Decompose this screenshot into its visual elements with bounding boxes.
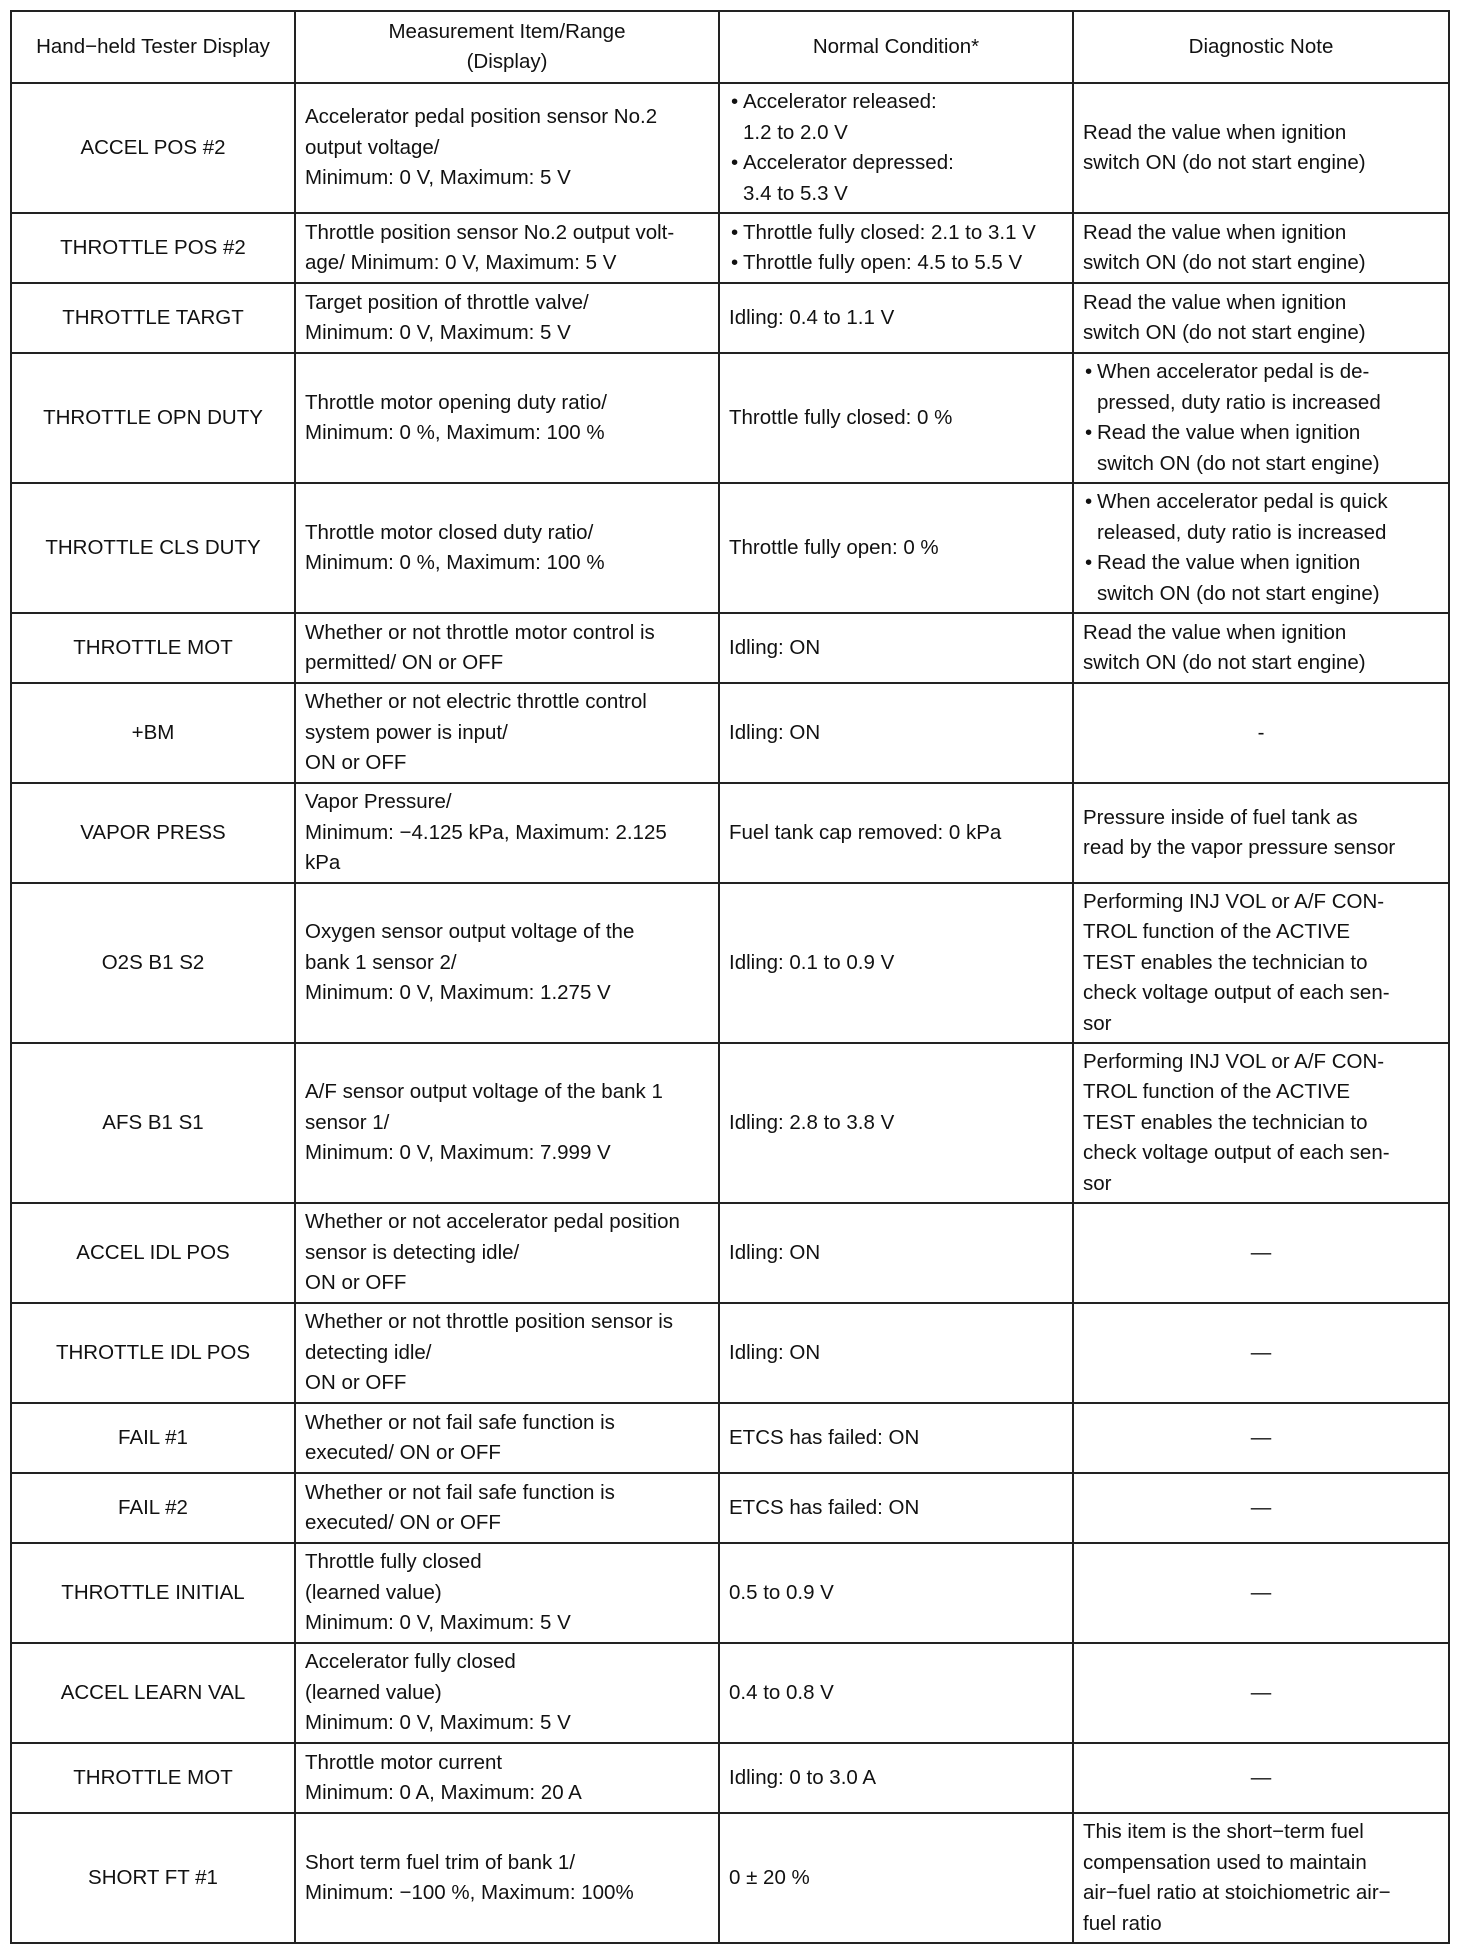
measurement-item-line: Minimum: 0 V, Maximum: 5 V	[305, 1611, 571, 1635]
table-header-row	[11, 11, 1449, 83]
measurement-item-line: (learned value)	[305, 1680, 442, 1704]
normal-condition-cell: Throttle fully open: 0 %	[719, 483, 1073, 613]
measurement-item-line: Throttle motor closed duty ratio/	[305, 520, 594, 544]
condition-bullet: • Throttle fully closed: 2.1 to 3.1 V	[729, 218, 1063, 249]
note-line: compensation used to maintain	[1083, 1850, 1367, 1874]
measurement-item-line: Minimum: 0 V, Maximum: 5 V	[305, 166, 571, 190]
measurement-item-line: Throttle motor current	[305, 1750, 503, 1774]
measurement-item-cell	[295, 1743, 719, 1813]
note-bullet: • Read the value when ignition switch ON (do not start engine)	[1083, 548, 1439, 609]
measurement-item-line: executed/ ON or OFF	[305, 1441, 501, 1464]
diagnostic-note-cell: —	[1073, 1743, 1449, 1813]
header-normal-condition: Normal Condition*	[719, 11, 1073, 83]
measurement-item-line: (learned value)	[305, 1580, 442, 1604]
note-line: Read the value when ignition	[1083, 120, 1347, 144]
tester-display-cell: ACCEL LEARN VAL	[11, 1643, 295, 1743]
measurement-item-line: Minimum: 0 V, Maximum: 7.999 V	[305, 1141, 611, 1165]
condition-bullet: • Accelerator released: 1.2 to 2.0 V	[729, 87, 1063, 148]
measurement-item-line: ON or OFF	[305, 751, 407, 775]
tester-display-cell: THROTTLE INITIAL	[11, 1543, 295, 1643]
diagnostic-note-cell	[1073, 883, 1449, 1043]
header-diagnostic-note: Diagnostic Note	[1073, 11, 1449, 83]
data-list-table	[10, 10, 1450, 1944]
normal-condition-cell	[719, 83, 1073, 213]
measurement-item-line: ON or OFF	[305, 1271, 407, 1295]
measurement-item-line: detecting idle/	[305, 1340, 432, 1364]
tester-display-cell: THROTTLE TARGT	[11, 283, 295, 353]
measurement-item-line: Minimum: 0 V, Maximum: 1.275 V	[305, 981, 611, 1005]
diagnostic-note-cell: —	[1073, 1473, 1449, 1543]
table-row	[11, 83, 1449, 213]
measurement-item-line: Whether or not fail safe function is	[305, 1410, 615, 1434]
measurement-item-cell	[295, 1643, 719, 1743]
diagnostic-note-cell: —	[1073, 1643, 1449, 1743]
note-line: switch ON (do not start engine)	[1083, 651, 1366, 674]
measurement-item-cell	[295, 483, 719, 613]
table-row	[11, 1643, 1449, 1743]
measurement-item-cell	[295, 1043, 719, 1203]
measurement-item-line: Whether or not electric throttle control	[305, 690, 647, 714]
normal-condition-cell: Idling: 0 to 3.0 A	[719, 1743, 1073, 1813]
measurement-item-cell	[295, 1473, 719, 1543]
note-bullet: • When accelerator pedal is de- pressed, duty ratio is increased	[1083, 357, 1439, 418]
note-line: check voltage output of each sen-	[1083, 1141, 1390, 1165]
note-line: switch ON (do not start engine)	[1083, 151, 1366, 174]
table-row	[11, 783, 1449, 883]
diagnostic-note-cell	[1073, 613, 1449, 683]
diagnostic-note-cell	[1073, 353, 1449, 483]
measurement-item-cell	[295, 783, 719, 883]
note-line: Read the value when ignition	[1083, 620, 1347, 644]
header-measurement-item: Measurement Item/Range (Display)	[295, 11, 719, 83]
tester-display-cell: ACCEL IDL POS	[11, 1203, 295, 1303]
table-row	[11, 1043, 1449, 1203]
tester-display-cell: O2S B1 S2	[11, 883, 295, 1043]
measurement-item-line: Whether or not accelerator pedal position	[305, 1210, 680, 1234]
measurement-item-line: Minimum: −4.125 kPa, Maximum: 2.125	[305, 820, 667, 844]
measurement-item-line: kPa	[305, 851, 341, 875]
measurement-item-line: Accelerator pedal position sensor No.2	[305, 105, 658, 129]
measurement-item-cell	[295, 83, 719, 213]
measurement-item-line: output voltage/	[305, 135, 440, 159]
measurement-item-cell	[295, 213, 719, 283]
measurement-item-line: Target position of throttle valve/	[305, 290, 589, 314]
table-row	[11, 1543, 1449, 1643]
measurement-item-line: Throttle motor opening duty ratio/	[305, 390, 607, 414]
diagnostic-note-cell: —	[1073, 1203, 1449, 1303]
tester-display-cell: FAIL #2	[11, 1473, 295, 1543]
table-row	[11, 1743, 1449, 1813]
measurement-item-cell	[295, 1203, 719, 1303]
diagnostic-note-cell	[1073, 83, 1449, 213]
note-line: switch ON (do not start engine)	[1083, 321, 1366, 344]
measurement-item-cell	[295, 1813, 719, 1943]
measurement-item-line: Minimum: 0 V, Maximum: 5 V	[305, 321, 571, 344]
tester-display-cell: THROTTLE MOT	[11, 1743, 295, 1813]
note-line: fuel ratio	[1083, 1911, 1162, 1935]
note-line: air−fuel ratio at stoichiometric air−	[1083, 1881, 1391, 1904]
tester-display-cell: THROTTLE CLS DUTY	[11, 483, 295, 613]
measurement-item-cell	[295, 353, 719, 483]
normal-condition-cell: Idling: ON	[719, 613, 1073, 683]
measurement-item-line: Whether or not fail safe function is	[305, 1480, 615, 1504]
condition-bullet: • Throttle fully open: 4.5 to 5.5 V	[729, 248, 1063, 279]
note-bullet: • When accelerator pedal is quick released, duty ratio is increased	[1083, 487, 1439, 548]
measurement-item-line: system power is input/	[305, 720, 508, 744]
tester-display-cell: THROTTLE POS #2	[11, 213, 295, 283]
diagnostic-note-cell: —	[1073, 1543, 1449, 1643]
tester-display-cell: SHORT FT #1	[11, 1813, 295, 1943]
measurement-item-line: Throttle position sensor No.2 output volt-	[305, 220, 675, 244]
tester-display-cell: VAPOR PRESS	[11, 783, 295, 883]
document-page	[10, 10, 1448, 1944]
measurement-item-line: Oxygen sensor output voltage of the	[305, 920, 635, 944]
measurement-item-cell	[295, 1403, 719, 1473]
measurement-item-cell	[295, 683, 719, 783]
note-bullet: • Read the value when ignition switch ON (do not start engine)	[1083, 418, 1439, 479]
measurement-item-line: Throttle fully closed	[305, 1550, 482, 1574]
note-line: sor	[1083, 1011, 1112, 1035]
normal-condition-cell: ETCS has failed: ON	[719, 1473, 1073, 1543]
note-line: read by the vapor pressure sensor	[1083, 836, 1396, 859]
tester-display-cell: THROTTLE OPN DUTY	[11, 353, 295, 483]
normal-condition-cell: 0 ± 20 %	[719, 1813, 1073, 1943]
measurement-item-line: A/F sensor output voltage of the bank 1	[305, 1080, 663, 1104]
normal-condition-cell: Idling: ON	[719, 683, 1073, 783]
diagnostic-note-cell	[1073, 213, 1449, 283]
table-row	[11, 683, 1449, 783]
note-line: Performing INJ VOL or A/F CON-	[1083, 889, 1385, 913]
table-row	[11, 1813, 1449, 1943]
measurement-item-line: Accelerator fully closed	[305, 1650, 516, 1674]
diagnostic-note-cell	[1073, 783, 1449, 883]
tester-display-cell: THROTTLE IDL POS	[11, 1303, 295, 1403]
note-line: Performing INJ VOL or A/F CON-	[1083, 1049, 1385, 1073]
measurement-item-line: bank 1 sensor 2/	[305, 950, 457, 974]
table-row	[11, 1303, 1449, 1403]
measurement-item-line: Minimum: −100 %, Maximum: 100%	[305, 1881, 634, 1904]
measurement-item-line: age/ Minimum: 0 V, Maximum: 5 V	[305, 251, 617, 274]
note-line: TEST enables the technician to	[1083, 1110, 1368, 1134]
table-row	[11, 353, 1449, 483]
measurement-item-line: permitted/ ON or OFF	[305, 651, 504, 674]
measurement-item-cell	[295, 613, 719, 683]
table-row	[11, 283, 1449, 353]
diagnostic-note-cell: -	[1073, 683, 1449, 783]
table-row	[11, 483, 1449, 613]
measurement-item-cell	[295, 883, 719, 1043]
note-line: Read the value when ignition	[1083, 220, 1347, 244]
measurement-item-line: Minimum: 0 A, Maximum: 20 A	[305, 1781, 582, 1804]
tester-display-cell: FAIL #1	[11, 1403, 295, 1473]
table-row	[11, 1473, 1449, 1543]
measurement-item-line: Vapor Pressure/	[305, 790, 452, 814]
normal-condition-cell: 0.5 to 0.9 V	[719, 1543, 1073, 1643]
note-line: TEST enables the technician to	[1083, 950, 1368, 974]
table-row	[11, 883, 1449, 1043]
normal-condition-cell: ETCS has failed: ON	[719, 1403, 1073, 1473]
diagnostic-note-cell: —	[1073, 1403, 1449, 1473]
measurement-item-cell	[295, 1543, 719, 1643]
measurement-item-line: Minimum: 0 %, Maximum: 100 %	[305, 551, 605, 574]
normal-condition-cell: Idling: ON	[719, 1203, 1073, 1303]
table-row	[11, 213, 1449, 283]
note-line: sor	[1083, 1171, 1112, 1195]
measurement-item-line: Whether or not throttle motor control is	[305, 620, 655, 644]
note-line: Pressure inside of fuel tank as	[1083, 805, 1358, 829]
normal-condition-cell: Idling: ON	[719, 1303, 1073, 1403]
table-row	[11, 1203, 1449, 1303]
diagnostic-note-cell	[1073, 483, 1449, 613]
measurement-item-line: sensor 1/	[305, 1110, 390, 1134]
table-row	[11, 1403, 1449, 1473]
tester-display-cell: ACCEL POS #2	[11, 83, 295, 213]
condition-bullet: • Accelerator depressed: 3.4 to 5.3 V	[729, 148, 1063, 209]
note-line: TROL function of the ACTIVE	[1083, 920, 1351, 944]
table-row	[11, 613, 1449, 683]
measurement-item-line: Minimum: 0 V, Maximum: 5 V	[305, 1711, 571, 1735]
measurement-item-line: Short term fuel trim of bank 1/	[305, 1850, 576, 1874]
normal-condition-cell: Fuel tank cap removed: 0 kPa	[719, 783, 1073, 883]
normal-condition-cell: Idling: 0.4 to 1.1 V	[719, 283, 1073, 353]
measurement-item-line: ON or OFF	[305, 1371, 407, 1395]
note-line: switch ON (do not start engine)	[1083, 251, 1366, 274]
note-line: TROL function of the ACTIVE	[1083, 1080, 1351, 1104]
measurement-item-line: Whether or not throttle position sensor is	[305, 1310, 674, 1334]
measurement-item-line: sensor is detecting idle/	[305, 1240, 520, 1264]
diagnostic-note-cell	[1073, 1043, 1449, 1203]
normal-condition-cell: Idling: 0.1 to 0.9 V	[719, 883, 1073, 1043]
normal-condition-cell: 0.4 to 0.8 V	[719, 1643, 1073, 1743]
measurement-item-cell	[295, 283, 719, 353]
normal-condition-cell: Idling: 2.8 to 3.8 V	[719, 1043, 1073, 1203]
measurement-item-cell	[295, 1303, 719, 1403]
measurement-item-line: Minimum: 0 %, Maximum: 100 %	[305, 421, 605, 444]
diagnostic-note-cell	[1073, 283, 1449, 353]
normal-condition-cell: Throttle fully closed: 0 %	[719, 353, 1073, 483]
tester-display-cell: +BM	[11, 683, 295, 783]
tester-display-cell: THROTTLE MOT	[11, 613, 295, 683]
diagnostic-note-cell: —	[1073, 1303, 1449, 1403]
note-line: check voltage output of each sen-	[1083, 981, 1390, 1005]
measurement-item-line: executed/ ON or OFF	[305, 1511, 501, 1534]
header-tester-display: Hand−held Tester Display	[11, 11, 295, 83]
diagnostic-note-cell	[1073, 1813, 1449, 1943]
tester-display-cell: AFS B1 S1	[11, 1043, 295, 1203]
note-line: This item is the short−term fuel	[1083, 1820, 1364, 1843]
table-body	[11, 83, 1449, 1943]
normal-condition-cell	[719, 213, 1073, 283]
note-line: Read the value when ignition	[1083, 290, 1347, 314]
